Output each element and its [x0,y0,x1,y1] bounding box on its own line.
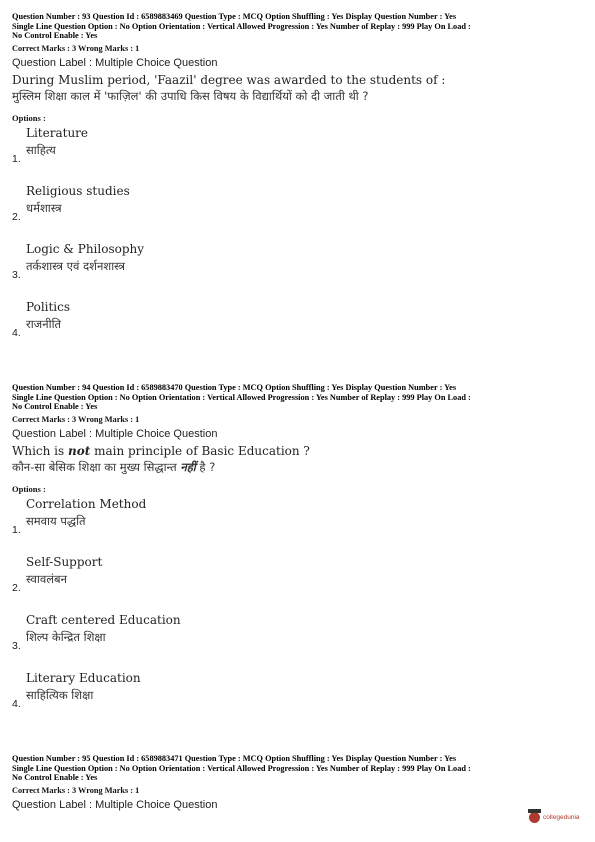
question-meta-line: Single Line Question Option : No Option Orientation : Vertical Allowed Progression : Yes Number of Replay : 999 Play On Load : [12,763,471,773]
negation-emphasis: not [67,444,91,459]
option-number: 2. [12,582,21,595]
option-item[interactable] [12,123,586,181]
marks-line: Correct Marks : 3 Wrong Marks : 1 [12,43,140,53]
question-meta-line: Question Number : 95 Question Id : 6589883471 Question Type : MCQ Option Shuffling : Yes Display Question Number : Yes [12,754,457,763]
marks-line: Correct Marks : 3 Wrong Marks : 1 [12,414,140,424]
option-number: 1. [12,153,21,166]
question-label: Question Label : Multiple Choice Question [12,799,218,812]
question-meta-line: Question Number : 93 Question Id : 6589883469 Question Type : MCQ Option Shuffling : Yes Display Question Number : Yes [12,12,457,21]
option-text-hi: तर्कशास्त्र एवं दर्शनशास्त्र [26,259,125,274]
question-text-part: है ? [195,460,216,475]
option-text-hi: स्वावलंबन [26,572,67,587]
question-text-hi [12,459,586,475]
question-meta-line: Single Line Question Option : No Option Orientation : Vertical Allowed Progression : Yes Number of Replay : 999 Play On Load : [12,21,471,31]
option-text-en: Craft centered Education [26,613,181,628]
question-meta-line: No Control Enable : Yes [12,773,98,783]
negation-emphasis: नहीं [180,460,196,475]
marks-line: Correct Marks : 3 Wrong Marks : 1 [12,785,140,795]
option-text-hi: शिल्प केन्द्रित शिक्षा [26,630,106,645]
graduation-cap-icon [529,812,540,823]
question-text-en: During Muslim period, 'Faazil' degree was awarded to the students of : [12,73,446,88]
question-meta-line: No Control Enable : Yes [12,31,98,41]
option-item[interactable] [12,239,586,297]
option-item[interactable] [12,297,586,355]
option-text-hi: राजनीति [26,317,62,332]
option-text-en: Religious studies [26,184,130,199]
watermark-text: collegedunia [543,814,580,821]
option-item[interactable] [12,494,586,552]
option-text-hi: समवाय पद्धति [26,514,86,529]
options-heading: Options : [12,113,46,124]
watermark-logo [529,812,580,823]
option-text-en: Literature [26,126,89,141]
question-text-part: Which is [12,444,68,459]
question-meta-line: No Control Enable : Yes [12,402,98,412]
option-number: 3. [12,269,21,282]
question-text-part: कौन-सा बेसिक शिक्षा का मुख्य सिद्धान्त [12,460,181,475]
option-item[interactable] [12,668,586,726]
option-text-hi: धर्मशास्त्र [26,201,62,216]
option-item[interactable] [12,552,586,610]
option-item[interactable] [12,610,586,668]
question-text-hi: मुस्लिम शिक्षा काल में 'फाज़िल' की उपाधि किस विषय के विद्यार्थियों को दी जाती थी ? [12,89,369,104]
question-block-93 [12,12,586,355]
question-block-94 [12,383,586,726]
option-number: 4. [12,327,21,340]
option-text-hi: साहित्यिक शिक्षा [26,688,94,703]
question-meta-line: Question Number : 94 Question Id : 6589883470 Question Type : MCQ Option Shuffling : Yes Display Question Number : Yes [12,383,457,392]
option-number: 3. [12,640,21,653]
option-text-en: Logic & Philosophy [26,242,145,257]
option-text-en: Self-Support [26,555,103,570]
option-text-en: Literary Education [26,671,141,686]
options-heading: Options : [12,484,46,495]
question-block-95 [12,754,586,812]
option-number: 2. [12,211,21,224]
option-text-en: Politics [26,300,71,315]
question-label: Question Label : Multiple Choice Question [12,428,218,441]
question-text-part: main principle of Basic Education ? [90,444,310,459]
option-text-hi: साहित्य [26,143,56,158]
option-number: 1. [12,524,21,537]
option-number: 4. [12,698,21,711]
option-item[interactable] [12,181,586,239]
question-text-en [12,444,586,459]
question-meta-line: Single Line Question Option : No Option Orientation : Vertical Allowed Progression : Yes Number of Replay : 999 Play On Load : [12,392,471,402]
option-text-en: Correlation Method [26,497,147,512]
question-label: Question Label : Multiple Choice Question [12,57,218,70]
